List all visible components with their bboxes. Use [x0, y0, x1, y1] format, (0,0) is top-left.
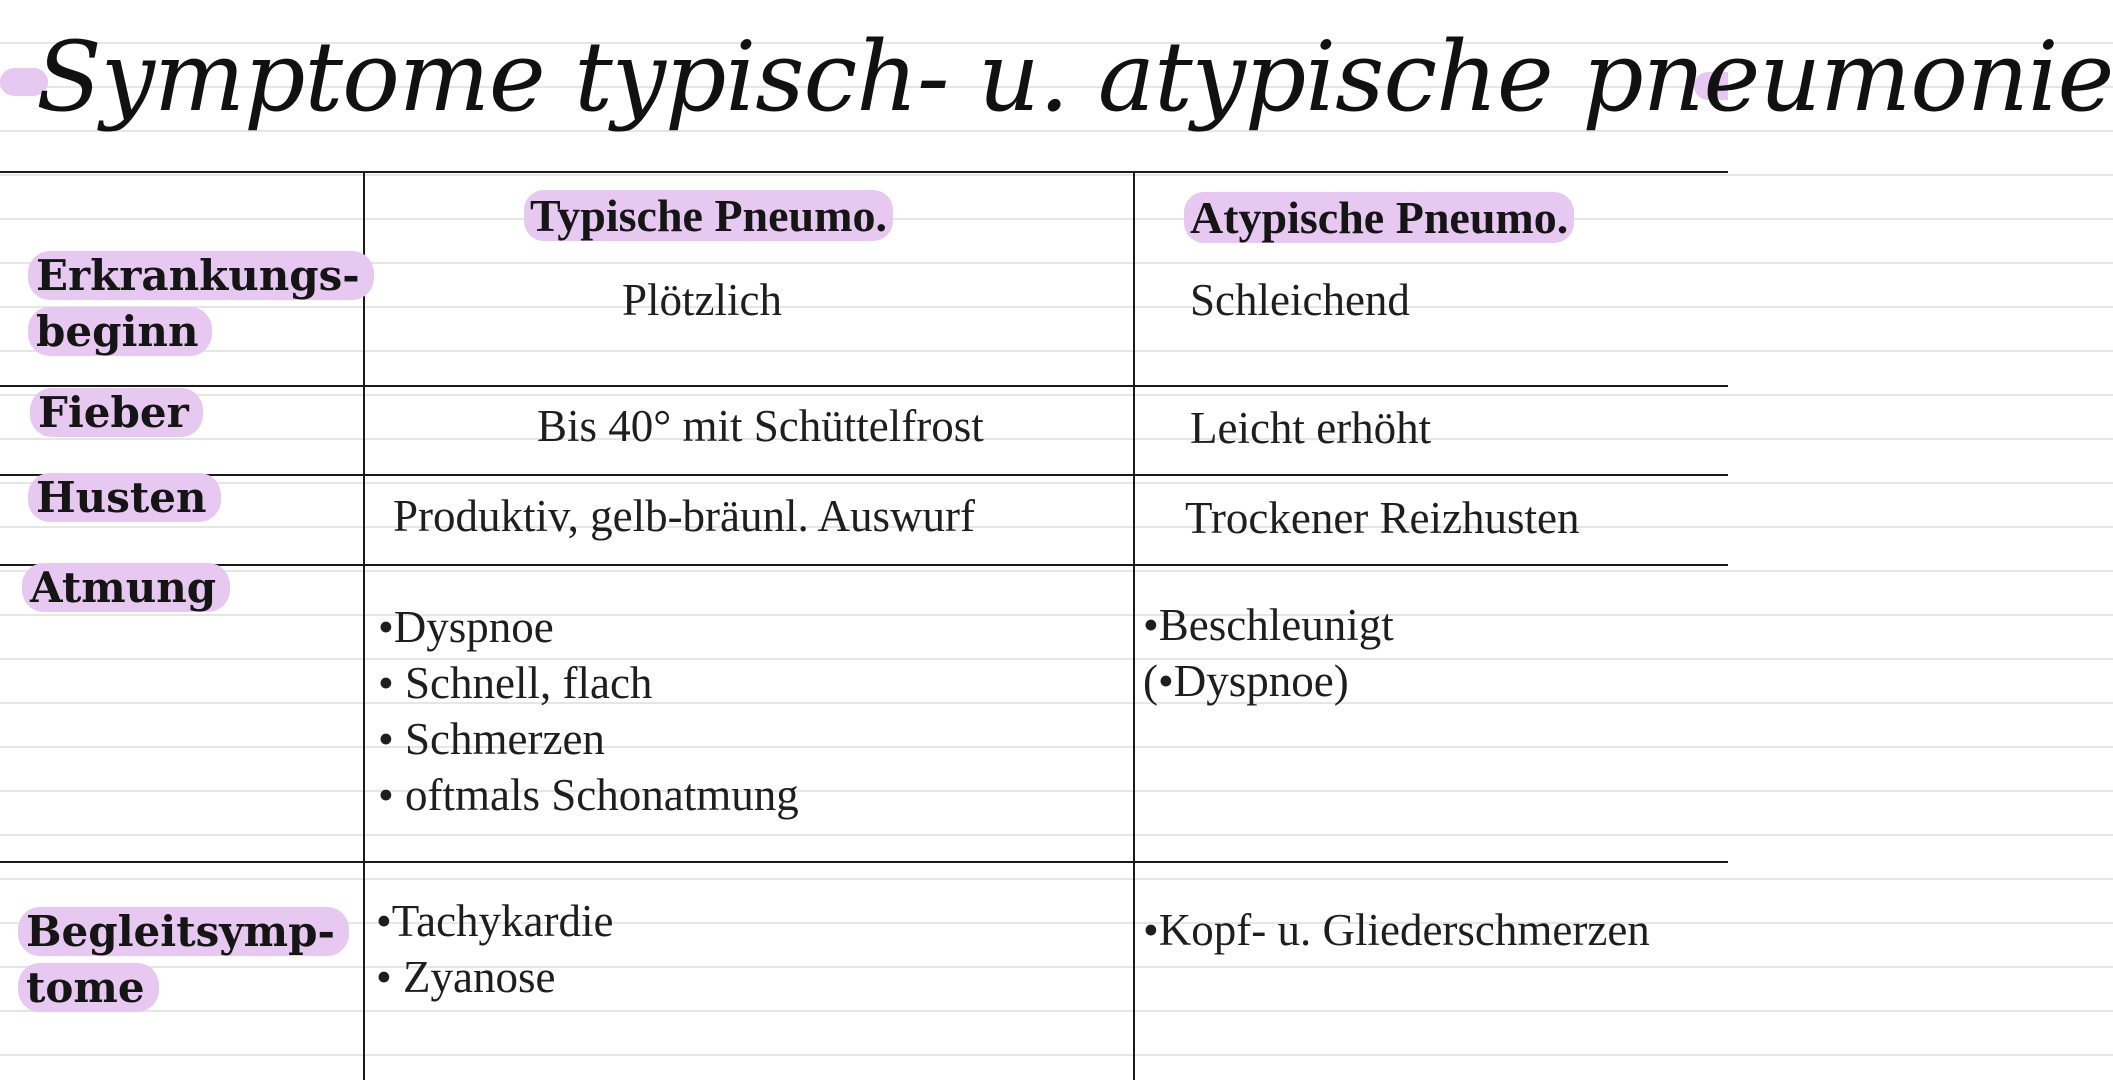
cell-atypical-husten: Trockener Reizhusten	[1185, 493, 1580, 543]
table-top-border	[0, 171, 1728, 173]
row-label-husten: Husten	[28, 470, 221, 526]
cell-atypical-erkrankungsbeginn: Schleichend	[1190, 275, 1410, 325]
cell-atypical-begleitsymptome	[1143, 902, 1650, 958]
row-divider-2	[0, 474, 1728, 476]
list-item: •Dyspnoe	[378, 602, 554, 652]
cell-typical-atmung	[378, 599, 799, 823]
cell-atypical-atmung	[1143, 597, 1394, 709]
cell-typical-husten: Produktiv, gelb-bräunl. Auswurf	[393, 491, 976, 541]
list-item: •Beschleunigt	[1143, 600, 1394, 650]
row-divider-1	[0, 385, 1728, 387]
row-label-erkrankungsbeginn: Erkrankungs- beginn	[28, 248, 374, 360]
cell-typical-erkrankungsbeginn: Plötzlich	[622, 275, 782, 325]
row-divider-3	[0, 564, 1728, 566]
row-label-fieber: Fieber	[30, 385, 203, 441]
list-item: • Schmerzen	[378, 714, 605, 764]
page-title: Symptome typisch- u. atypische pneumonie	[36, 21, 2113, 133]
cell-typical-fieber: Bis 40° mit Schüttelfrost	[537, 401, 984, 451]
list-item: • oftmals Schonatmung	[378, 770, 799, 820]
row-label-atmung: Atmung	[22, 560, 230, 616]
column-header-typical: Typische Pneumo.	[524, 188, 893, 244]
list-item: • Schnell, flach	[378, 658, 653, 708]
column-divider-2	[1133, 172, 1135, 1080]
list-item: (•Dyspnoe)	[1143, 656, 1349, 706]
list-item: •Kopf- u. Gliederschmerzen	[1143, 905, 1650, 955]
row-divider-4	[0, 861, 1728, 863]
cell-atypical-fieber: Leicht erhöht	[1190, 403, 1432, 453]
column-header-atypical: Atypische Pneumo.	[1184, 190, 1574, 246]
list-item: •Tachykardie	[376, 896, 614, 946]
list-item: • Zyanose	[376, 952, 556, 1002]
cell-typical-begleitsymptome	[376, 893, 613, 1005]
row-label-begleitsymptome: Begleitsymp- tome	[18, 904, 349, 1016]
